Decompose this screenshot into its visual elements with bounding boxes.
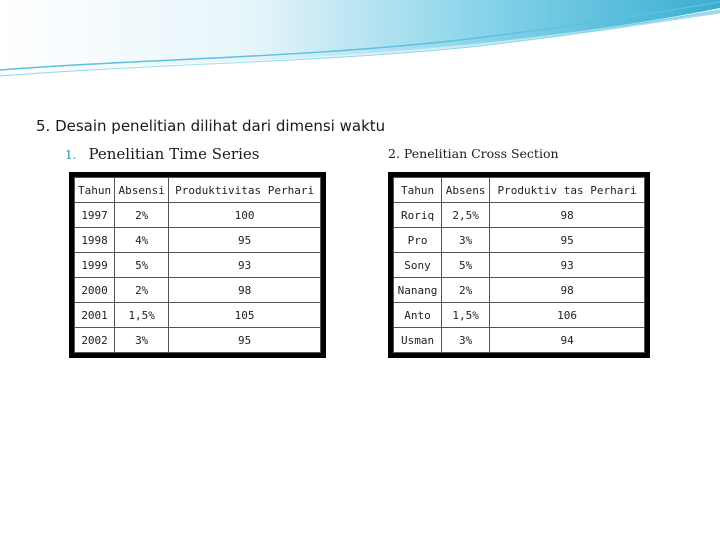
table-cell: 2% <box>115 278 169 303</box>
time-series-table-frame <box>69 172 326 358</box>
column-header: Produktivitas Perhari <box>169 178 321 203</box>
table-cell: 1999 <box>75 253 115 278</box>
table-cell: 93 <box>169 253 321 278</box>
section-heading: 5. Desain penelitian dilihat dari dimensi waktu <box>36 117 386 135</box>
table-cell: 1,5% <box>115 303 169 328</box>
table-row <box>75 328 321 353</box>
table-row <box>75 203 321 228</box>
table-cell: 106 <box>490 303 645 328</box>
table-cell: Anto <box>394 303 442 328</box>
table-row <box>75 303 321 328</box>
table-row <box>75 228 321 253</box>
column-header: Absens <box>442 178 490 203</box>
table-cell: 95 <box>169 228 321 253</box>
table-cell: 2% <box>115 203 169 228</box>
table-cell: 2% <box>442 278 490 303</box>
table-cell: 3% <box>442 228 490 253</box>
subheading-cross-section: 2. Penelitian Cross Section <box>388 146 559 161</box>
table-row <box>394 303 645 328</box>
column-header: Tahun <box>75 178 115 203</box>
table-cell: 98 <box>490 203 645 228</box>
table-cell: 2002 <box>75 328 115 353</box>
column-header: Tahun <box>394 178 442 203</box>
table-cell: 5% <box>115 253 169 278</box>
table-cell: Sony <box>394 253 442 278</box>
table-cell: 93 <box>490 253 645 278</box>
table-cell: 2,5% <box>442 203 490 228</box>
table-row <box>394 328 645 353</box>
table-cell: 1,5% <box>442 303 490 328</box>
table-cell: 2001 <box>75 303 115 328</box>
time-series-table <box>74 177 321 353</box>
table-cell: 5% <box>442 253 490 278</box>
column-header: Produktiv tas Perhari <box>490 178 645 203</box>
table-cell: 100 <box>169 203 321 228</box>
table-cell: 98 <box>490 278 645 303</box>
table-cell: 105 <box>169 303 321 328</box>
cross-section-table <box>393 177 645 353</box>
table-row <box>75 253 321 278</box>
list-number: 1. <box>65 148 77 162</box>
table-cell: 3% <box>115 328 169 353</box>
table-row <box>394 253 645 278</box>
table-cell: 3% <box>442 328 490 353</box>
table-cell: Usman <box>394 328 442 353</box>
table-cell: Pro <box>394 228 442 253</box>
table-row <box>394 228 645 253</box>
table-cell: 95 <box>490 228 645 253</box>
table-cell: 94 <box>490 328 645 353</box>
table-cell: 2000 <box>75 278 115 303</box>
table-cell: 1997 <box>75 203 115 228</box>
table-cell: 4% <box>115 228 169 253</box>
table-cell: 98 <box>169 278 321 303</box>
table-row <box>394 278 645 303</box>
table-cell: 95 <box>169 328 321 353</box>
table-row <box>394 203 645 228</box>
table-cell: 1998 <box>75 228 115 253</box>
column-header: Absensi <box>115 178 169 203</box>
table-cell: Roriq <box>394 203 442 228</box>
table-cell: Nanang <box>394 278 442 303</box>
cross-section-table-frame <box>388 172 650 358</box>
subheading-time-series <box>65 144 259 163</box>
table-row <box>75 278 321 303</box>
decorative-wave-banner <box>0 0 720 95</box>
subheading-label: Penelitian Time Series <box>88 145 260 163</box>
